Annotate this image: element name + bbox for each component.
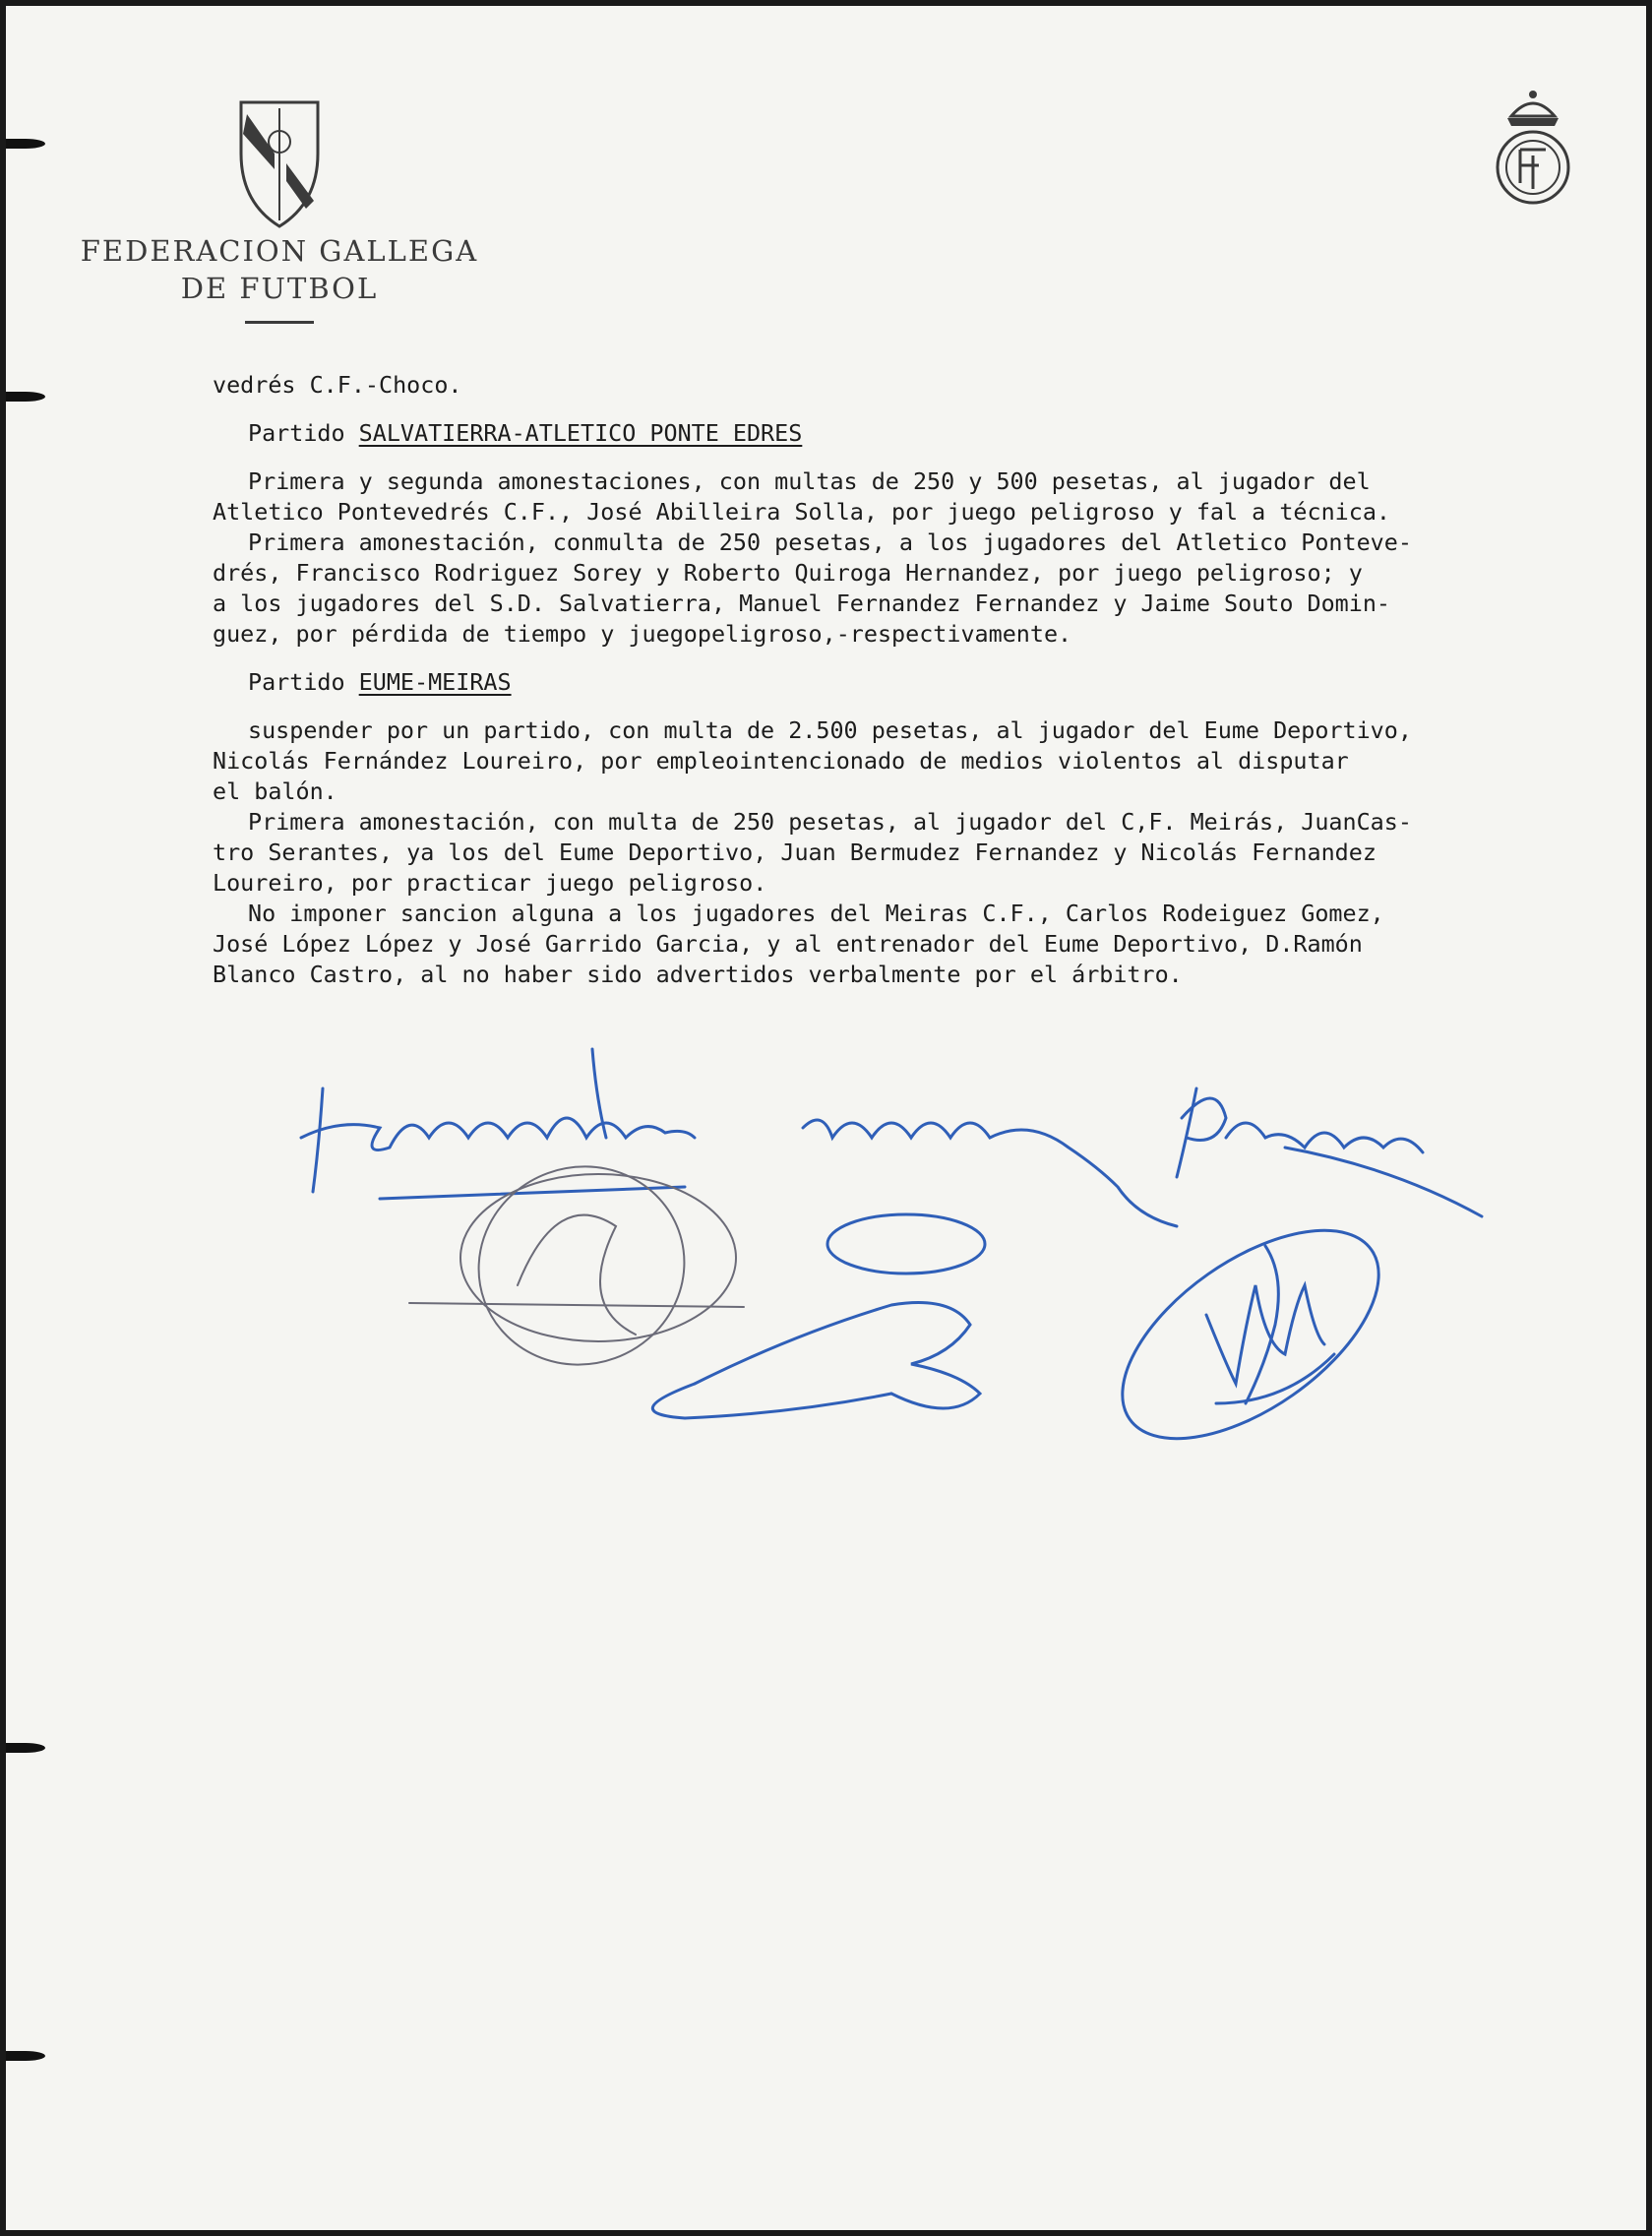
federation-name-line1: FEDERACION GALLEGA: [80, 234, 479, 268]
paragraph-line: No imponer sancion alguna a los jugadores del Meiras C.F., Carlos Rodeiguez Gomez,: [248, 900, 1384, 927]
match-heading-prefix: Partido: [248, 668, 359, 696]
continuation-line: vedrés C.F.-Choco.: [213, 371, 462, 399]
signature-3: [803, 1120, 1177, 1226]
paragraph-line: Blanco Castro, al no haber sido advertidos verbalmente por el árbitro.: [213, 961, 1183, 988]
paragraph-line: tro Serantes, ya los del Eume Deportivo, Juan Bermudez Fernandez y Nicolás Fernandez: [213, 838, 1377, 866]
match-heading-teams: EUME-MEIRAS: [358, 668, 512, 696]
paragraph-line: drés, Francisco Rodriguez Sorey y Roberto Quiroga Hernandez, por juego peligroso; y: [213, 559, 1363, 587]
paragraph-line: Nicolás Fernández Loureiro, por empleointencionado de medios violentos al disputar: [213, 747, 1349, 775]
signatures-area: [6, 6, 1646, 2230]
signature-4: [1177, 1088, 1482, 1216]
paragraph-line: José López López y José Garrido Garcia, y al entrenador del Eume Deportivo, D.Ramón: [213, 930, 1363, 958]
paragraph-line: Primera amonestación, conmulta de 250 pesetas, a los jugadores del Atletico Ponteve-: [248, 528, 1412, 556]
paragraph-line: guez, por pérdida de tiempo y juegopeligroso,-respectivamente.: [213, 620, 1072, 648]
document-page: [6, 6, 1646, 2230]
paragraph-line: suspender por un partido, con multa de 2.500 pesetas, al jugador del Eume Deportivo,: [248, 716, 1412, 744]
paragraph-line: Atletico Pontevedrés C.F., José Abilleira Solla, por juego peligroso y fal a técnica.: [213, 498, 1390, 526]
paragraph-line: Primera amonestación, con multa de 250 pesetas, al jugador del C,F. Meirás, JuanCas-: [248, 808, 1412, 836]
signature-2: [409, 1138, 744, 1394]
federation-name-line2: DE FUTBOL: [180, 272, 379, 305]
signature-6: [1087, 1190, 1414, 1480]
paragraph-line: el balón.: [213, 777, 337, 805]
match-heading-prefix: Partido: [248, 419, 359, 447]
paragraph-line: a los jugadores del S.D. Salvatierra, Manuel Fernandez Fernandez y Jaime Souto Domin-: [213, 590, 1390, 617]
signature-5: [652, 1214, 985, 1418]
paragraph-line: Loureiro, por practicar juego peligroso.: [213, 869, 767, 897]
paragraph-line: Primera y segunda amonestaciones, con multas de 250 y 500 pesetas, al jugador del: [248, 467, 1371, 495]
match-heading-teams: SALVATIERRA-ATLETICO PONTE EDRES: [358, 419, 803, 447]
